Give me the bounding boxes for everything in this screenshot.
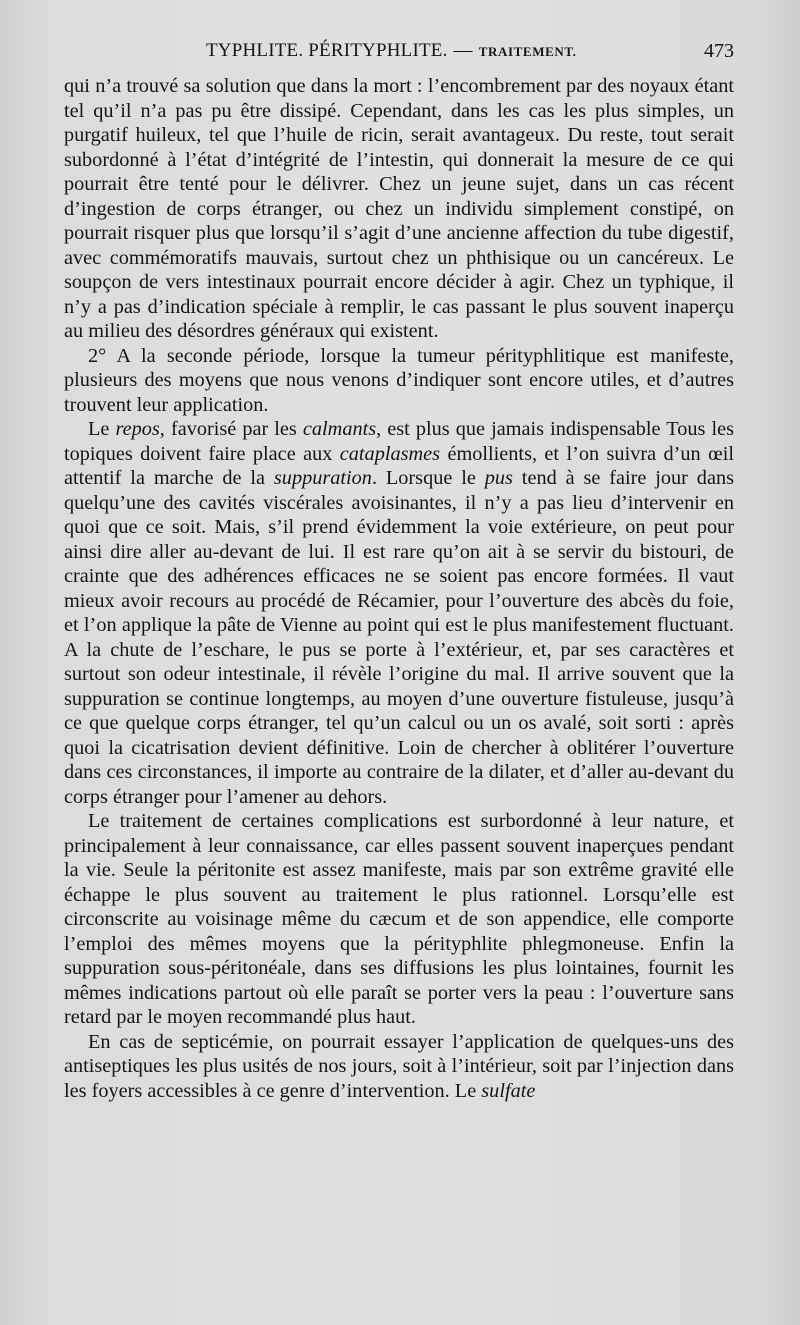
- running-title: [206, 40, 576, 62]
- text-run: 2° A la seconde période, lorsque la tumeur pérityphlitique est manifeste, plusieurs des moyens que nous venons d’indiquer sont encore utiles, et d’autres trouvent leur application.: [64, 344, 734, 416]
- paragraph: [64, 74, 734, 344]
- italic-term: suppuration: [273, 467, 372, 489]
- text-run: , favorisé par les: [159, 418, 303, 440]
- italic-term: repos: [115, 418, 160, 440]
- paragraph: [64, 809, 734, 1030]
- text-run: qui n’a trouvé sa solution que dans la mort : l’encombrement par des noyaux étant tel qu’il n’a pas pu être dissipé. Cependant, dans les cas les plus simples, un purgatif huileux, tel que l’huile de ricin, serait avantageux. Du reste, tout serait subordonné à l’état d’intégrité de l’intestin, qui donnerait la mesure de ce qui pourrait être tenté pour le délivrer. Chez un jeune sujet, dans un cas récent d’ingestion de corps étranger, ou chez un individu simplement constipé, on pourrait risquer plus que lorsqu’il s’agit d’une ancienne affection du tube digestif, avec commémoratifs mauvais, surtout chez un phthisique ou un cancéreux. Le soupçon de vers intestinaux pourrait encore décider à agir. Chez un typhique, il n’y a pas d’indication spéciale à remplir, le cas passant le plus souvent inaperçu au milieu des désordres généraux qui existent.: [64, 75, 734, 342]
- running-title-section: TRAITEMENT.: [478, 44, 577, 59]
- paragraph: [64, 344, 734, 418]
- running-title-main: TYPHLITE. PÉRITYPHLITE.: [206, 40, 448, 61]
- text-run: En cas de septicémie, on pourrait essayer l’application de quelques-uns des antiseptiques les plus usités de nos jours, soit à l’intérieur, soit par l’injection dans les foyers accessibles à ce genre d’intervention. Le: [64, 1030, 734, 1102]
- italic-term: cataplasmes: [339, 442, 441, 465]
- italic-term: calmants: [302, 418, 377, 440]
- text-run: . Lorsque le: [371, 467, 485, 489]
- text-run: Le: [88, 418, 116, 440]
- body-text: [64, 74, 734, 1103]
- italic-term: pus: [484, 467, 513, 489]
- running-title-dash: —: [453, 40, 473, 61]
- page-number: 473: [704, 40, 734, 62]
- running-header: [64, 40, 734, 68]
- text-run: Le traitement de certaines complications est surbordonné à leur nature, et principalement à leur connaissance, car elles passent souvent inaperçues pendant la vie. Seule la péritonite est assez manifeste, mais par son extrême gravité elle échappe le plus souvent au traitement le plus rationnel. Lorsqu’elle est circonscrite au voisinage même du cæcum et de son appendice, elle comporte l’emploi des mêmes moyens que la pérityphlite phlegmoneuse. Enfin la suppuration sous-péritonéale, dans ses diffusions les plus lointaines, fournit les mêmes indications partout où elle paraît se porter vers la peau : l’ouverture sans retard par le moyen recommandé plus haut.: [64, 810, 734, 1028]
- text-run: , est plus que jamais indispensable Tous les topiques doivent faire place aux: [64, 418, 734, 465]
- italic-term: sulfate: [481, 1079, 536, 1102]
- text-run: tend à se faire jour dans quelqu’une des cavités viscérales avoisinantes, il n’y a pas lieu d’intervenir en quoi que ce soit. Mais, s’il prend évidemment la voie extérieure, on peut pour ainsi dire aller au-devant de lui. Il est rare qu’on ait à se servir du bistouri, de crainte que des adhérences efficaces ne se soient pas encore formées. Il vaut mieux avoir recours au procédé de Récamier, pour l’ouverture des abcès du foie, et l’on applique la pâte de Vienne au point qui est le plus manifestement fluctuant. A la chute de l’eschare, le pus se porte à l’extérieur, et, par ses caractères et surtout son odeur intestinale, il révèle l’origine du mal. Il arrive souvent que la suppuration se continue longtemps, au moyen d’une ouverture fistuleuse, jusqu’à ce que quelque corps étranger, tel qu’un calcul ou un os avalé, soit sorti : après quoi la cicatrisation devient définitive. Loin de chercher à oblitérer l’ouverture dans ces circonstances, il importe au contraire de la dilater, et d’aller au-devant du corps étranger pour l’amener au dehors.: [64, 467, 734, 808]
- paragraph: [64, 1030, 734, 1104]
- paragraph: [64, 417, 734, 809]
- text-run: émollients, et l’on suivra d’un œil attentif la marche de la: [64, 442, 734, 489]
